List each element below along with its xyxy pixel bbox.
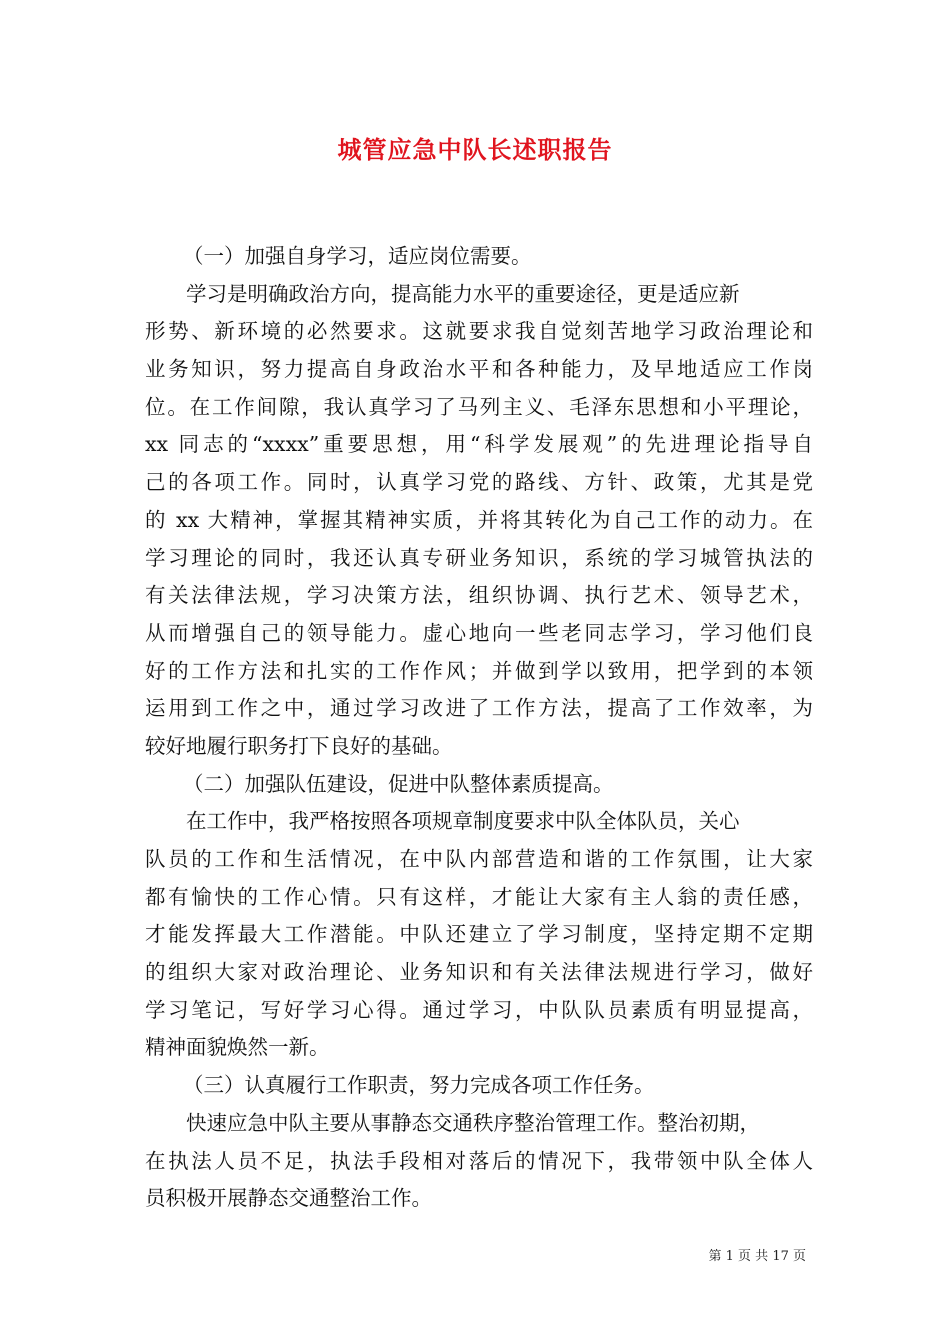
paragraph-line: 位。在工作间隙，我认真学习了马列主义、毛泽东思想和小平理论， (145, 394, 813, 419)
paragraph-line: 较好地履行职务打下良好的基础。 (145, 733, 453, 758)
paragraph-line: 有关法律法规，学习决策方法，组织协调、执行艺术、领导艺术， (145, 583, 813, 608)
paragraph-line: 形势、新环境的必然要求。这就要求我自觉刻苦地学习政治理论和 (145, 319, 813, 344)
paragraph-line: 学习理论的同时，我还认真专研业务知识，系统的学习城管执法的 (145, 545, 813, 570)
paragraph-line: 从而增强自己的领导能力。虚心地向一些老同志学习，学习他们良 (145, 620, 813, 645)
paragraph-line: 的组织大家对政治理论、业务知识和有关法律法规进行学习，做好 (145, 960, 813, 985)
paragraph-line: 都有愉快的工作心情。只有这样，才能让大家有主人翁的责任感， (145, 884, 813, 909)
paragraph-line: 的 xx 大精神，掌握其精神实质，并将其转化为自己工作的动力。在 (145, 507, 813, 532)
paragraph-line: 才能发挥最大工作潜能。中队还建立了学习制度，坚持定期不定期 (145, 922, 813, 947)
paragraph-line: 精神面貌焕然一新。 (145, 1035, 330, 1060)
paragraph-line: 业务知识，努力提高自身政治水平和各种能力，及早地适应工作岗 (145, 357, 813, 382)
paragraph-line: 队员的工作和生活情况，在中队内部营造和谐的工作氛围，让大家 (145, 847, 813, 871)
document-body (145, 238, 813, 1218)
section-heading: （一）加强自身学习，适应岗位需要。 (183, 244, 532, 268)
paragraph-line: 己的各项工作。同时，认真学习党的路线、方针、政策，尤其是党 (145, 470, 813, 495)
document-title: 城管应急中队长述职报告 (337, 135, 613, 164)
paragraph-line: 快速应急中队主要从事静态交通秩序整治管理工作。整治初期， (186, 1110, 760, 1135)
paragraph-line: 运用到工作之中，通过学习改进了工作方法，提高了工作效率，为 (145, 696, 813, 721)
paragraph-line: 学习是明确政治方向，提高能力水平的重要途径，更是适应新 (186, 281, 740, 306)
section-heading: （三）认真履行工作职责，努力完成各项工作任务。 (183, 1073, 655, 1098)
paragraph-line: 学习笔记，写好学习心得。通过学习，中队队员素质有明显提高， (145, 997, 813, 1022)
paragraph-line: 好的工作方法和扎实的工作作风；并做到学以致用，把学到的本领 (145, 658, 813, 683)
paragraph-line: 在工作中，我严格按照各项规章制度要求中队全体队员，关心 (186, 809, 740, 834)
paragraph-line: xx 同志的“xxxx”重要思想，用“科学发展观”的先进理论指导自 (145, 432, 813, 457)
paragraph-line: 员积极开展静态交通整治工作。 (145, 1186, 432, 1211)
paragraph-line: 在执法人员不足，执法手段相对落后的情况下，我带领中队全体人 (145, 1148, 813, 1173)
section-heading: （二）加强队伍建设，促进中队整体素质提高。 (183, 771, 614, 796)
page-number-footer: 第 1 页 共 17 页 (708, 1249, 806, 1264)
